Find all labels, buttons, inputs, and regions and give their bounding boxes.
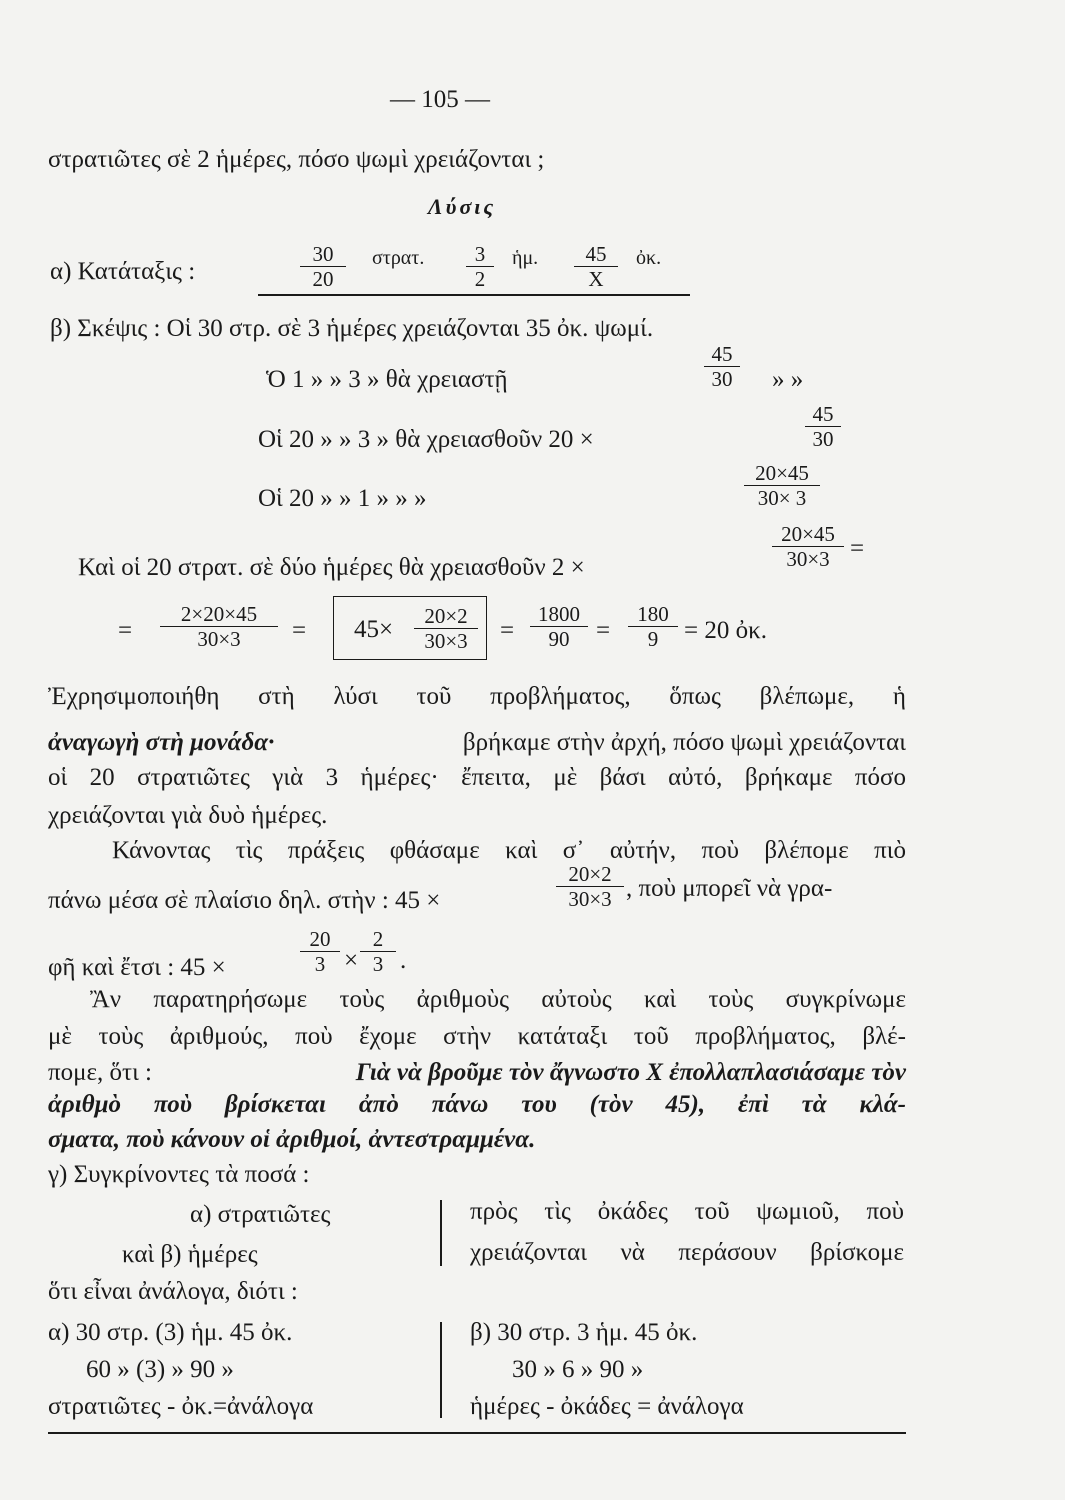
denominator: 20	[312, 267, 334, 291]
skepsis-line-2: Ὁ 1 » » 3 » θὰ χρειαστῇ	[266, 366, 508, 393]
para2-line-3: φῆ καὶ ἔτσι : 45 ×	[48, 954, 226, 981]
skepsis-line-5-equals: =	[850, 535, 865, 562]
skepsis-line-5-fraction	[772, 523, 844, 570]
boxed-expression	[333, 596, 487, 660]
compare-divider	[440, 1200, 442, 1266]
numerator: 45	[574, 243, 618, 267]
equation-equals-2: =	[500, 617, 515, 644]
denominator: 30×3	[197, 627, 241, 651]
skepsis-line-2-tail: » »	[772, 366, 804, 393]
denominator: 30	[711, 367, 733, 391]
numerator: 45	[704, 343, 740, 367]
para3-line-3	[48, 1058, 906, 1088]
para2-line-2-tail: , ποὺ μπορεῖ νὰ γρα-	[626, 875, 833, 902]
para2-fraction-b	[360, 928, 396, 975]
emphasis-reduction-to-unit: ἀναγωγὴ στὴ μονάδα·	[48, 729, 275, 756]
para2-line-2-fraction	[556, 863, 624, 910]
para2-period: .	[400, 947, 407, 974]
solution-title: Λύσις	[428, 194, 497, 219]
para2-times: ×	[344, 947, 359, 974]
skepsis-line-4: Οἱ 20 » » 1 » » »	[258, 485, 427, 512]
para3-rule-part-2: ἀριθμὸ ποὺ βρίσκεται ἀπὸ πάνω του (τὸν 45), ἐπὶ τὰ κλά-	[48, 1091, 906, 1118]
denominator: 90	[548, 627, 570, 651]
denominator: 30×3	[786, 547, 830, 571]
para3-rule-part-1: Γιὰ νὰ βροῦμε τὸν ἄγνωστο X ἐπολλαπλασιάσαμε τὸν	[355, 1059, 906, 1086]
skepsis-line-5: Καὶ οἱ 20 στρατ. σὲ δύο ἡμέρες θὰ χρειασθοῦν 2 ×	[78, 554, 585, 581]
denominator: 3	[314, 952, 326, 976]
equation-lead-equals: =	[118, 617, 133, 644]
para2-fraction-a	[300, 928, 340, 975]
skepsis-line-3: Οἱ 20 » » 3 » θὰ χρειασθοῦν 20 ×	[258, 426, 594, 453]
kataksis-label: α) Κατάταξις :	[50, 258, 196, 285]
denominator: 3	[372, 952, 384, 976]
equation-result: = 20 ὀκ.	[684, 617, 767, 644]
compare-left-1: α) στρατιῶτες	[190, 1201, 331, 1228]
denominator: X	[588, 267, 604, 291]
numerator: 45	[805, 403, 841, 427]
kataksis-underline	[258, 294, 690, 296]
kataksis-fraction-okades	[574, 243, 618, 290]
para1-line-4: χρειάζονται γιὰ δυὸ ἡμέρες.	[48, 802, 328, 829]
numerator: 20×45	[744, 462, 820, 486]
denominator: 2	[474, 267, 486, 291]
kataksis-unit-okades: ὀκ.	[636, 247, 662, 269]
compare-right-2: χρειάζονται νὰ περάσουν βρίσκομε	[470, 1239, 904, 1266]
numerator: 1800	[530, 603, 588, 627]
table-left-row-3: στρατιῶτες - ὀκ.=ἀνάλογα	[48, 1393, 314, 1420]
skepsis-line-4-fraction	[744, 462, 820, 509]
denominator: 30×3	[568, 887, 612, 911]
numerator: 20×2	[414, 605, 478, 629]
equation-fraction-c	[628, 603, 678, 650]
compare-right-1: πρὸς τὶς ὀκάδες τοῦ ψωμιοῦ, ποὺ	[470, 1198, 904, 1225]
page-number: — 105 —	[390, 86, 490, 113]
compare-conclusion: ὅτι εἶναι ἀνάλογα, διότι :	[48, 1278, 298, 1305]
para3-line-3-start: πομε, ὅτι :	[48, 1059, 152, 1086]
numerator: 30	[300, 243, 346, 267]
table-left-row-2: 60 » (3) » 90 »	[86, 1356, 234, 1383]
para1-line-1: Ἐχρησιμοποιήθη στὴ λύσι τοῦ προβλήματος, ὅπως βλέπωμε, ἡ	[48, 683, 906, 710]
boxed-expression-lead: 45×	[354, 616, 394, 643]
numerator: 20×45	[772, 523, 844, 547]
skepsis-line-3-fraction	[805, 403, 841, 450]
skepsis-line-1: β) Σκέψις : Οἱ 30 στρ. σὲ 3 ἡμέρες χρειάζονται 35 ὀκ. ψωμί.	[50, 315, 654, 342]
boxed-expression-fraction	[414, 605, 478, 652]
numerator: 20×2	[556, 863, 624, 887]
equation-equals-1: =	[292, 617, 307, 644]
numerator: 2×20×45	[160, 603, 278, 627]
para3-line-2: μὲ τοὺς ἀριθμούς, ποὺ ἔχομε στὴν κατάταξι τοῦ προβλήματος, βλέ-	[48, 1023, 906, 1050]
kataksis-unit-soldiers: στρατ.	[372, 247, 425, 269]
skepsis-line-2-fraction	[704, 343, 740, 390]
equation-equals-3: =	[596, 617, 611, 644]
numerator: 2	[360, 928, 396, 952]
para1-line-3: οἱ 20 στρατιῶτες γιὰ 3 ἡμέρες· ἔπειτα, μὲ βάσι αὐτό, βρήκαμε πόσο	[48, 764, 906, 791]
table-right-row-2: 30 » 6 » 90 »	[512, 1356, 644, 1383]
denominator: 9	[647, 627, 659, 651]
kataksis-fraction-soldiers	[300, 243, 346, 290]
numerator: 20	[300, 928, 340, 952]
numerator: 3	[466, 243, 494, 267]
equation-fraction-b	[530, 603, 588, 650]
denominator: 30× 3	[757, 486, 807, 510]
kataksis-unit-days: ἡμ.	[512, 247, 539, 269]
para1-line-2-rest: βρήκαμε στὴν ἀρχή, πόσο ψωμὶ χρειάζονται	[462, 729, 906, 756]
compare-heading: γ) Συγκρίνοντες τὰ ποσά :	[48, 1161, 310, 1188]
compare-left-2: καὶ β) ἡμέρες	[122, 1241, 258, 1268]
numerator: 180	[628, 603, 678, 627]
table-right-row-3: ἡμέρες - ὀκάδες = ἀνάλογα	[470, 1393, 744, 1420]
table-divider	[440, 1322, 442, 1418]
bottom-rule	[48, 1432, 906, 1434]
para2-line-2: πάνω μέσα σὲ πλαίσιο δηλ. στὴν : 45 ×	[48, 887, 441, 914]
denominator: 30	[812, 427, 834, 451]
equation-fraction-a	[160, 603, 278, 650]
kataksis-fraction-days	[466, 243, 494, 290]
para3-line-1: Ἂν παρατηρήσωμε τοὺς ἀριθμοὺς αὐτοὺς καὶ τοὺς συγκρίνωμε	[90, 986, 906, 1013]
para2-line-1: Κάνοντας τὶς πράξεις φθάσαμε καὶ σ᾽ αὐτήν, ποὺ βλέπομε πιὸ	[112, 837, 906, 864]
para3-rule-part-3: σματα, ποὺ κάνουν οἱ ἀριθμοί, ἀντεστραμμένα.	[48, 1126, 536, 1153]
para1-line-2	[48, 728, 906, 758]
table-right-row-1: β) 30 στρ. 3 ἡμ. 45 ὀκ.	[470, 1319, 698, 1346]
table-left-row-1: α) 30 στρ. (3) ἡμ. 45 ὀκ.	[48, 1319, 293, 1346]
intro-line: στρατιῶτες σὲ 2 ἡμέρες, πόσο ψωμὶ χρειάζονται ;	[48, 146, 545, 173]
denominator: 30×3	[424, 629, 468, 653]
